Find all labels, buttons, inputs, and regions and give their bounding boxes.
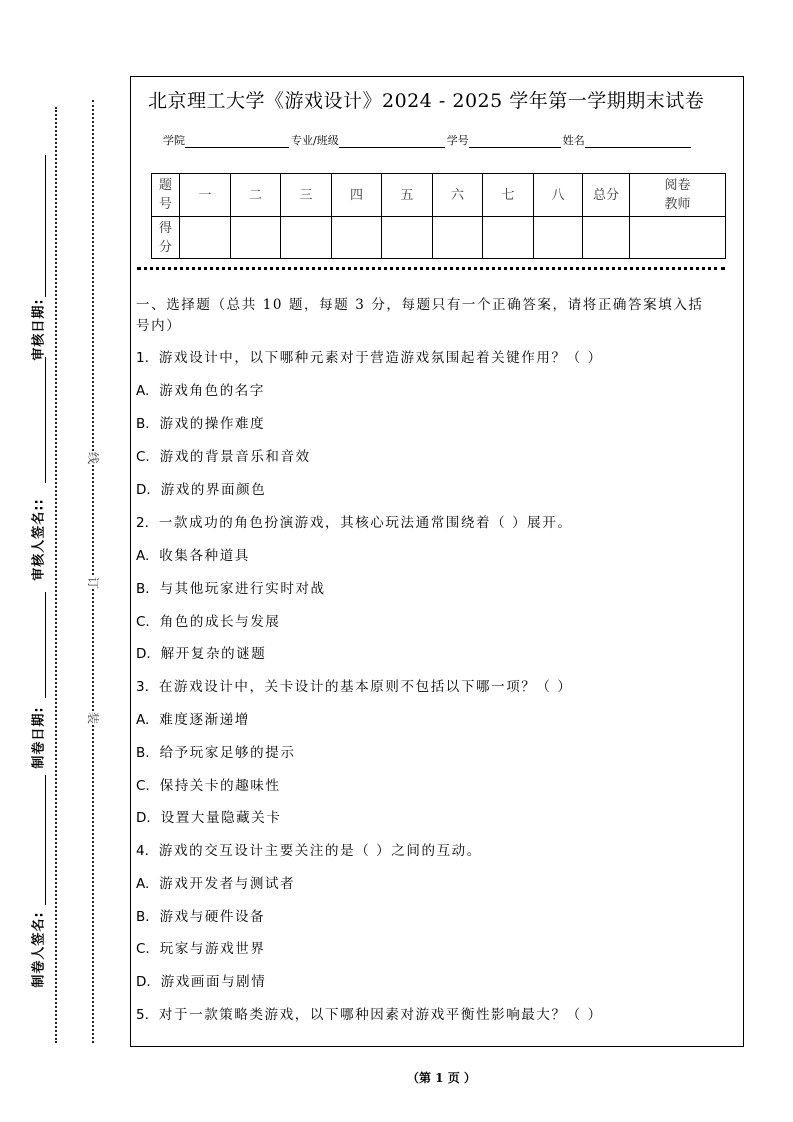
question-text: 游戏设计中，以下哪种元素对于营造游戏氛围起着关键作用？（ ） [158,350,603,366]
question-number: 4. [136,843,149,859]
major-class-field[interactable] [339,135,445,148]
question-number-header [152,174,180,217]
option-label: D. [136,974,151,990]
header-line: 教师 [664,197,691,212]
option-label: C. [136,614,150,630]
option-3a[interactable] [136,708,250,728]
examiner-signature-underline [45,775,46,905]
score-cell[interactable] [433,217,483,259]
option-label: D. [136,646,151,662]
grader-cell[interactable] [630,217,726,259]
option-label: C. [136,778,150,794]
score-cell[interactable] [281,217,332,259]
option-label: A. [136,712,150,728]
header-separator [137,267,725,270]
option-4c[interactable] [136,937,265,957]
question-text: 游戏的交互设计主要关注的是（ ）之间的互动。 [158,843,482,859]
option-4d[interactable] [136,970,266,990]
section-heading-cont: 号内） [136,318,182,334]
option-label: B. [136,909,150,925]
question-text: 一款成功的角色扮演游戏，其核心玩法通常围绕着（ ）展开。 [158,515,573,531]
option-2c[interactable] [136,610,281,630]
option-text: 保持关卡的趣味性 [159,778,281,794]
question-number: 5. [136,1007,149,1023]
score-cell[interactable] [231,217,281,259]
question-1 [136,346,603,366]
score-table-score-row [152,217,726,259]
option-3c[interactable] [136,774,281,794]
option-label: A. [136,876,150,892]
option-3b[interactable] [136,741,295,761]
column-header: 四 [332,174,382,217]
question-text: 对于一款策略类游戏，以下哪种因素对游戏平衡性影响最大？（ ） [158,1007,603,1023]
option-text: 与其他玩家进行实时对战 [159,581,326,597]
total-score-cell[interactable] [583,217,630,259]
student-info-row [163,132,693,148]
score-cell[interactable] [483,217,534,259]
section-heading: 一、选择题（总共 10 题，每题 3 分，每题只有一个正确答案，请将正确答案填入括 [136,297,704,313]
college-field[interactable] [185,135,289,148]
option-text: 角色的成长与发展 [159,614,281,630]
score-cell[interactable] [332,217,382,259]
option-label: C. [136,449,150,465]
option-4a[interactable] [136,872,295,892]
score-cell[interactable] [534,217,583,259]
college-label: 学院 [163,134,185,147]
option-label: B. [136,745,150,761]
question-4 [136,839,482,859]
column-header: 二 [231,174,281,217]
score-table [151,173,726,259]
option-text: 游戏角色的名字 [159,383,265,399]
option-text: 设置大量隐藏关卡 [160,810,282,826]
column-header: 五 [382,174,433,217]
name-field[interactable] [585,135,691,148]
review-date-label: 审核日期: [31,298,47,361]
option-1b[interactable] [136,412,265,432]
option-label: B. [136,581,150,597]
column-header: 七 [483,174,534,217]
column-header: 三 [281,174,332,217]
option-text: 游戏的界面颜色 [160,482,267,498]
question-5 [136,1003,603,1023]
option-text: 游戏画面与剧情 [160,974,267,990]
option-text: 给予玩家足够的提示 [159,745,296,761]
column-header: 一 [180,174,231,217]
review-date-underline [45,155,46,297]
option-text: 游戏开发者与测试者 [159,876,296,892]
option-3d[interactable] [136,806,282,826]
option-2b[interactable] [136,577,326,597]
option-text: 游戏的背景音乐和音效 [159,449,311,465]
student-id-field[interactable] [469,135,561,148]
header-char: 得 [158,220,172,236]
binding-dotted-line-inner [92,100,94,1043]
option-label: A. [136,383,150,399]
score-table-header-row [152,174,726,217]
option-text: 难度逐渐递增 [159,712,250,728]
exam-title: 北京理工大学《游戏设计》2024 - 2025 学年第一学期期末试卷 [148,90,705,112]
option-text: 解开复杂的谜题 [160,646,267,662]
option-text: 游戏与硬件设备 [159,909,266,925]
option-label: B. [136,416,150,432]
header-char: 题 [158,178,172,193]
column-header: 六 [433,174,483,217]
option-label: D. [136,482,151,498]
score-row-header [152,217,180,259]
column-header: 八 [534,174,583,217]
question-2 [136,511,572,531]
question-text: 在游戏设计中，关卡设计的基本原则不包括以下哪一项？（ ） [158,679,573,695]
grader-header [630,174,726,217]
option-2d[interactable] [136,642,266,662]
binding-dotted-line-outer [55,107,57,1043]
header-char: 号 [158,197,172,212]
student-id-label: 学号 [446,134,469,147]
option-2a[interactable] [136,544,250,564]
header-line: 阅卷 [664,178,691,193]
option-1d[interactable] [136,478,266,498]
option-text: 收集各种道具 [159,548,250,564]
header-char: 分 [158,239,172,255]
question-number: 3. [136,679,149,695]
option-label: D. [136,810,151,826]
option-1c[interactable] [136,445,311,465]
option-4b[interactable] [136,905,265,925]
page-number: （第 1 页 ） [407,1071,476,1085]
option-1a[interactable] [136,379,265,399]
major-class-label: 专业/班级 [291,134,339,147]
examiner-signature-label: 制卷人签名: [31,911,47,988]
exam-date-label: 制卷日期: [31,706,47,769]
total-score-header: 总分 [583,174,630,217]
score-cell[interactable] [382,217,433,259]
question-number: 1. [136,350,149,366]
reviewer-signature-label: 审核人签名:: [31,498,47,581]
binding-char-staple: 订 [86,576,101,590]
score-cell[interactable] [180,217,231,259]
binding-char-line: 线 [86,451,101,465]
option-text: 玩家与游戏世界 [159,941,266,957]
question-3 [136,675,572,695]
exam-date-underline [45,592,46,698]
option-label: C. [136,941,150,957]
reviewer-signature-underline [45,357,46,483]
binding-char-bind: 装 [86,711,101,725]
name-label: 姓名 [562,134,585,147]
option-text: 游戏的操作难度 [159,416,266,432]
option-label: A. [136,548,150,564]
question-number: 2. [136,515,149,531]
